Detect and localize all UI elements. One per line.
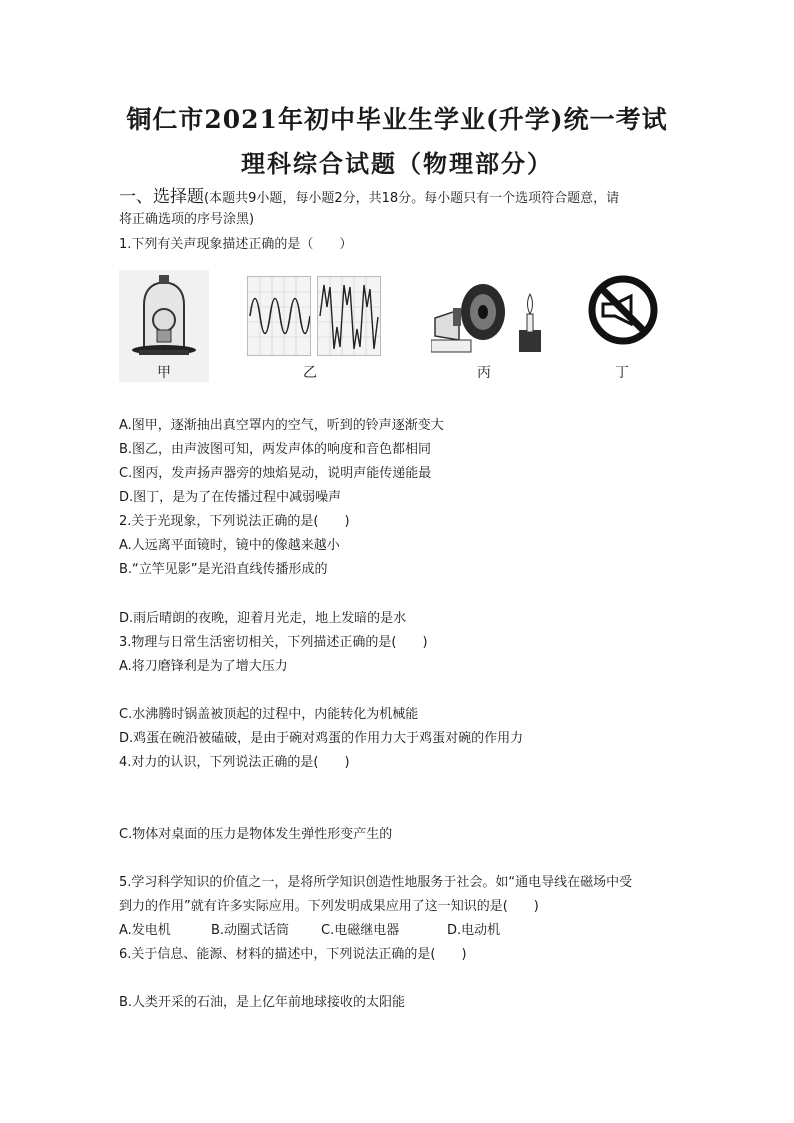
figure-label-ding: 丁 — [615, 365, 629, 381]
q5-option-a: A.发电机 — [119, 923, 171, 938]
q1-option-d: D.图丁，是为了在传播过程中减弱噪声 — [119, 490, 342, 505]
figure-label-bing: 丙 — [477, 365, 491, 381]
q4-option-c: C.物体对桌面的压力是物体发生弹性形变产生的 — [119, 827, 393, 842]
sound-waveform-figure — [247, 270, 387, 382]
q3-stem: 3.物理与日常生活密切相关，下列描述正确的是( ) — [119, 635, 428, 650]
q2-option-d: D.雨后晴朗的夜晚，迎着月光走，地上发暗的是水 — [119, 611, 407, 626]
q3-option-d: D.鸡蛋在碗沿被磕破，是由于碗对鸡蛋的作用力大于鸡蛋对碗的作用力 — [119, 731, 524, 746]
q1-figure-strip — [119, 270, 679, 385]
figure-label-jia: 甲 — [157, 365, 171, 381]
q1-stem: 1.下列有关声现象描述正确的是（ ） — [119, 237, 353, 252]
section-title: 一、选择题 — [119, 187, 204, 207]
bell-jar-figure — [119, 270, 209, 382]
q3-option-c: C.水沸腾时锅盖被顶起的过程中，内能转化为机械能 — [119, 707, 419, 722]
section-heading — [119, 182, 619, 207]
exam-title-line2: 理科综合试题（物理部分） — [241, 149, 553, 178]
q2-option-b: B.“立竿见影”是光沿直线传播形成的 — [119, 562, 328, 577]
q6-stem: 6.关于信息、能源、材料的描述中，下列说法正确的是( ) — [119, 947, 467, 962]
q5-stem-line2: 到力的作用”就有许多实际应用。下列发明成果应用了这一知识的是( ) — [119, 899, 539, 914]
q2-option-a: A.人远离平面镜时，镜中的像越来越小 — [119, 538, 340, 553]
q5-stem-line1: 5.学习科学知识的价值之一，是将所学知识创造性地服务于社会。如“通电导线在磁场中受 — [119, 875, 633, 890]
section-note: (本题共9小题，每小题2分，共18分。每小题只有一个选项符合题意，请 — [204, 191, 620, 206]
no-horn-sign-figure — [585, 270, 665, 382]
section-note-cont: 将正确选项的序号涂黑) — [119, 212, 255, 227]
q1-option-a: A.图甲，逐渐抽出真空罩内的空气，听到的铃声逐渐变大 — [119, 418, 444, 433]
no-horn-icon — [585, 270, 665, 350]
q2-stem: 2.关于光现象，下列说法正确的是( ) — [119, 514, 350, 529]
figure-label-yi: 乙 — [303, 365, 317, 381]
q6-option-b: B.人类开采的石油，是上亿年前地球接收的太阳能 — [119, 995, 406, 1010]
speaker-candle-figure — [431, 270, 551, 382]
q3-option-a: A.将刀磨锋利是为了增大压力 — [119, 659, 288, 674]
q1-option-c: C.图丙，发声扬声器旁的烛焰晃动，说明声能传递能最 — [119, 466, 432, 481]
q4-stem: 4.对力的认识，下列说法正确的是( ) — [119, 755, 350, 770]
q1-option-b: B.图乙，由声波图可知，两发声体的响度和音色都相同 — [119, 442, 432, 457]
exam-title-line1: 铜仁市2021年初中毕业生学业(升学)统一考试 — [126, 105, 668, 134]
q5-option-b: B.动圈式话筒 — [211, 923, 290, 938]
q5-option-d: D.电动机 — [447, 923, 501, 938]
q5-option-c: C.电磁继电器 — [321, 923, 400, 938]
